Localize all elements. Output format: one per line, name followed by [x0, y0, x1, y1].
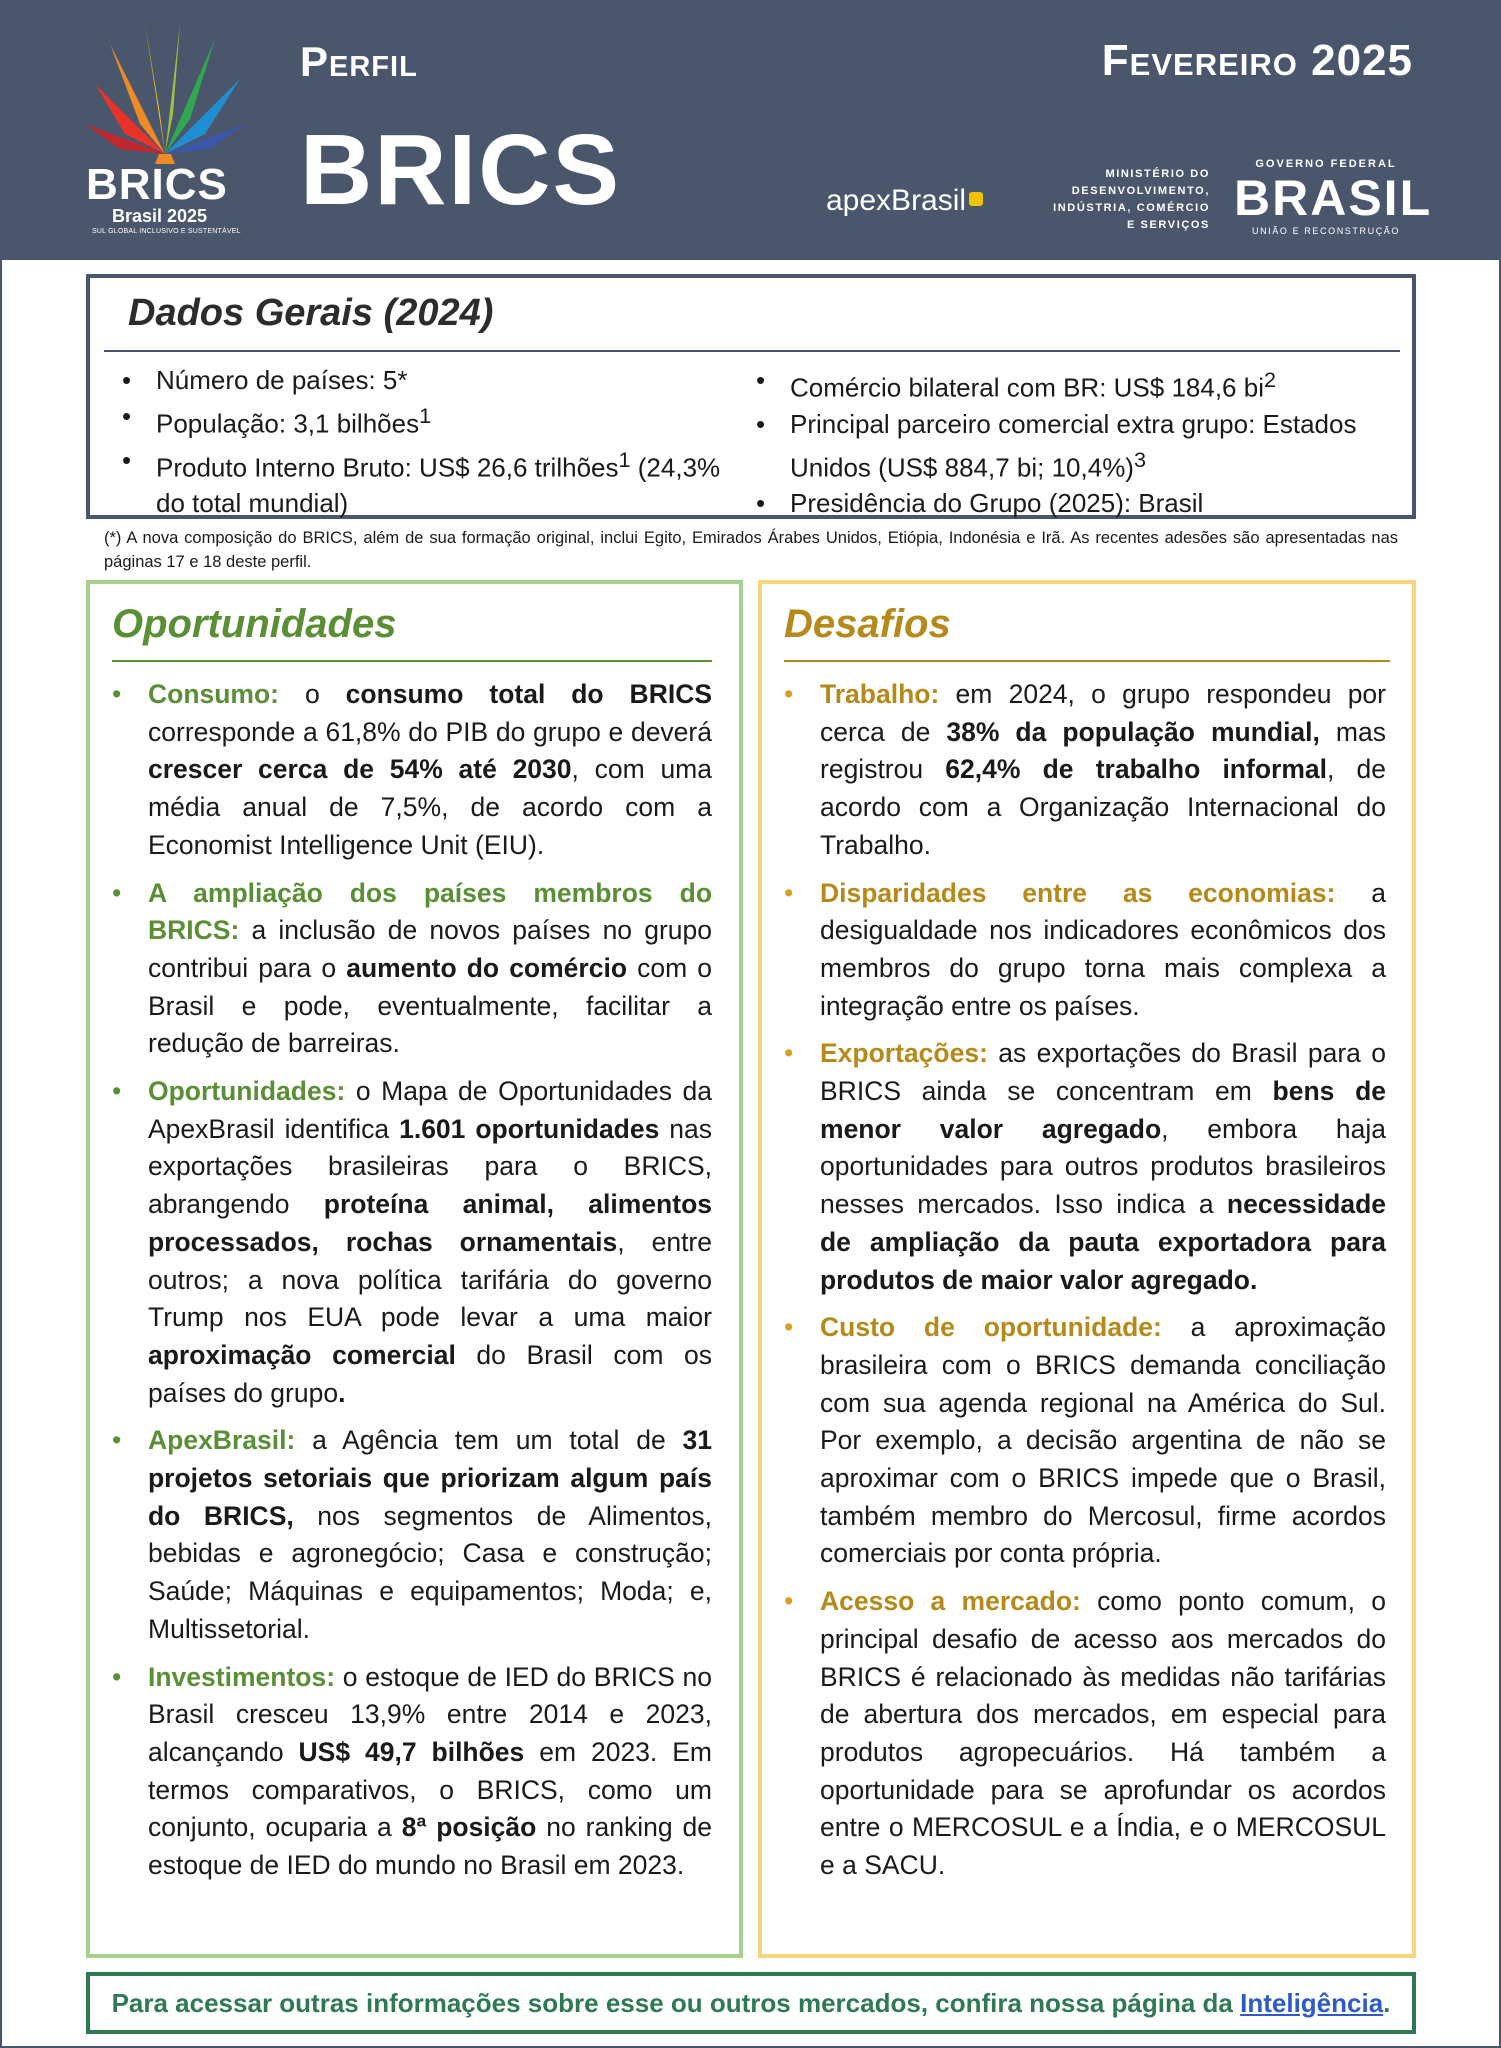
- item-lead: Exportações:: [820, 1038, 988, 1069]
- item-lead: Custo de oportunidade:: [820, 1312, 1162, 1343]
- dados-item: [118, 398, 738, 442]
- dados-item-text: Presidência do Grupo (2025): Brasil: [790, 488, 1204, 519]
- item-lead: Disparidades entre as economias:: [820, 877, 1336, 908]
- desafios-item: [782, 875, 1386, 1026]
- item-text: o: [279, 679, 346, 709]
- dados-item: [752, 406, 1392, 486]
- dados-item-text: Principal parceiro comercial extra grupo: Estados Unidos (US$ 884,7 bi; 10,4%): [790, 408, 1357, 483]
- item-emphasis: 31 projetos setoriais que priorizam algum país do BRICS,: [148, 1425, 712, 1531]
- footnote-ref: 1: [419, 403, 432, 428]
- oportunidades-list: [110, 676, 712, 1895]
- item-emphasis: bens de menor valor agregado: [820, 1076, 1386, 1144]
- item-emphasis: .: [338, 1377, 346, 1408]
- item-text: a inclusão de novos países no grupo contribui para o: [148, 915, 712, 983]
- desafios-item: [782, 1035, 1386, 1299]
- item-text: mas registrou: [820, 716, 1386, 785]
- dados-item: [118, 442, 738, 522]
- ministerio-line: INDÚSTRIA, COMÉRCIO: [1053, 202, 1210, 214]
- logo-tagline: SUL GLOBAL INCLUSIVO E SUSTENTÁVEL: [92, 228, 241, 235]
- logo-subtitle: Brasil 2025: [112, 206, 208, 226]
- item-emphasis: 62,4% de trabalho informal: [945, 754, 1327, 785]
- item-emphasis: US$ 49,7 bilhões: [298, 1736, 525, 1767]
- governo-top: GOVERNO FEDERAL: [1255, 158, 1397, 170]
- dados-gerais-left-list: [118, 362, 738, 521]
- dados-item-text: População: 3,1 bilhões: [156, 408, 420, 439]
- item-emphasis: 8ª posição: [401, 1812, 537, 1843]
- governo-brasil: BRASIL: [1234, 170, 1433, 226]
- desafios-divider: [784, 660, 1390, 662]
- item-emphasis: crescer cerca de 54% até 2030: [148, 754, 572, 785]
- footer-text: Para acessar outras informações sobre esse ou outros mercados, confira nossa página da: [111, 1988, 1241, 2018]
- item-emphasis: aumento do comércio: [346, 952, 628, 983]
- item-text: , entre outros; a nova política tarifária do governo Trump nos EUA pode levar a uma maior: [148, 1226, 712, 1333]
- governo-bottom: UNIÃO E RECONSTRUÇÃO: [1251, 226, 1400, 236]
- dados-gerais-title: Dados Gerais (2024): [128, 292, 494, 334]
- item-text: , com uma média anual de 7,5%, de acordo com a Economist Intelligence Unit (EIU).: [148, 754, 712, 860]
- header-banner: [0, 0, 1501, 260]
- item-text: a aproximação brasileira com o BRICS demanda conciliação com sua agenda regional na América do Sul. Por exemplo, a decisão argentina de não se aproximar com o BRICS impede que o Brasil, também membro do Mercosul, firme acordos comerciais por conta própria.: [820, 1312, 1386, 1569]
- apexbrasil-logo: [826, 184, 983, 218]
- footer-banner: [86, 1972, 1416, 2034]
- item-text: com o Brasil e pode, eventualmente, facilitar a redução de barreiras.: [148, 952, 713, 1059]
- item-emphasis: 1.601 oportunidades: [399, 1113, 660, 1144]
- logo-wordmark: BRICS: [86, 160, 228, 209]
- footnote-ref: 1: [618, 446, 631, 472]
- desafios-list: [782, 676, 1386, 1895]
- dados-item-text: Produto Interno Bruto: US$ 26,6 trilhões: [156, 452, 619, 483]
- item-text: em 2024, o grupo respondeu por cerca de: [820, 679, 1386, 747]
- dados-item: [752, 362, 1392, 406]
- item-text: o estoque de IED do BRICS no Brasil cresceu 13,9% entre 2014 e 2023, alcançando: [148, 1661, 712, 1767]
- item-lead: ApexBrasil:: [148, 1425, 296, 1456]
- item-text: em 2023. Em termos comparativos, o BRICS, como um conjunto, ocuparia a: [148, 1736, 712, 1843]
- oportunidades-divider: [112, 660, 712, 662]
- item-lead: Trabalho:: [820, 679, 940, 709]
- dados-item-text: Comércio bilateral com BR: US$ 184,6 bi: [790, 372, 1264, 403]
- ministerio-line: E SERVIÇOS: [1126, 219, 1210, 231]
- oportunidades-title: Oportunidades: [112, 602, 397, 646]
- item-lead: A ampliação dos países membros do BRICS:: [148, 877, 712, 946]
- dados-gerais-right-list: [752, 362, 1392, 521]
- dados-gerais-divider: [104, 350, 1400, 352]
- oportunidades-item: [110, 1659, 712, 1885]
- item-emphasis: necessidade de ampliação da pauta exportadora para produtos de maior valor agregado.: [820, 1189, 1386, 1295]
- item-lead: Consumo:: [148, 679, 280, 709]
- oportunidades-item: [110, 1073, 712, 1412]
- item-text: nos segmentos de Alimentos, bebidas e agronegócio; Casa e construção; Saúde; Máquinas e equipamentos; Moda; e, Multissetorial.: [148, 1500, 712, 1644]
- oportunidades-panel: [86, 580, 743, 1958]
- item-lead: Investimentos:: [148, 1661, 336, 1692]
- item-text: nas exportações brasileiras para o BRICS, abrangendo: [148, 1113, 713, 1220]
- item-emphasis: consumo total do BRICS: [345, 679, 713, 709]
- dados-item: [752, 485, 1392, 521]
- apexbrasil-mark-icon: [969, 192, 983, 206]
- item-text: a desigualdade nos indicadores econômicos dos membros do grupo torna mais complexa a integração entre os países.: [820, 877, 1386, 1021]
- document-kind: Perfil: [300, 38, 418, 85]
- governo-federal-logo: [1234, 158, 1433, 236]
- item-lead: Acesso a mercado:: [820, 1586, 1081, 1617]
- item-emphasis: proteína animal, alimentos processados, rochas ornamentais: [148, 1189, 712, 1257]
- composition-note: (*) A nova composição do BRICS, além de sua formação original, inclui Egito, Emirados Árabes Unidos, Etiópia, Indonésia e Irã. As recentes adesões são apresentadas nas páginas 17 e 18 deste perfil.: [104, 529, 1398, 571]
- desafios-panel: [758, 580, 1416, 1958]
- item-text: a Agência tem um total de: [295, 1425, 683, 1456]
- apexbrasil-wordmark: apexBrasil: [826, 184, 967, 217]
- ministerio-line: MINISTÉRIO DO: [1105, 168, 1210, 180]
- oportunidades-item: [110, 676, 712, 865]
- desafios-title: Desafios: [784, 602, 951, 646]
- dados-item: [118, 362, 738, 398]
- footnote-ref: 3: [1133, 446, 1147, 472]
- item-text: como ponto comum, o principal desafio de acesso aos mercados do BRICS é relacionado às medidas não tarifárias de abertura dos mercados, em especial para produtos agropecuários. Há também a oportunidade para se aprofundar os acordos entre o MERCOSUL e a Índia, e o MERCOSUL e a SACU.: [820, 1586, 1387, 1881]
- item-text: corresponde a 61,8% do PIB do grupo e deverá: [148, 716, 712, 747]
- item-text: , de acordo com a Organização Internacional do Trabalho.: [820, 754, 1387, 860]
- oportunidades-item: [110, 875, 712, 1064]
- dados-item-text: Número de países: 5*: [156, 365, 408, 395]
- ministerio-logo: [1020, 166, 1210, 234]
- footnote-ref: 2: [1263, 367, 1277, 392]
- desafios-item: [782, 1583, 1386, 1885]
- item-emphasis: aproximação comercial: [148, 1339, 456, 1370]
- desafios-item: [782, 1309, 1386, 1573]
- dados-item-text: (24,3% do total mundial): [156, 452, 721, 519]
- inteligencia-link[interactable]: Inteligência: [1240, 1988, 1384, 2018]
- dados-gerais-box: [86, 274, 1416, 519]
- item-emphasis: 38% da população mundial,: [946, 716, 1320, 747]
- item-text: , embora haja oportunidades para outros produtos brasileiros nesses mercados. Isso indica a: [820, 1113, 1386, 1220]
- footer-end: .: [1383, 1988, 1391, 2018]
- desafios-item: [782, 676, 1386, 865]
- item-text: as exportações do Brasil para o BRICS ainda se concentram em: [820, 1038, 1386, 1107]
- item-text: o Mapa de Oportunidades da ApexBrasil identifica: [148, 1076, 712, 1144]
- page-title: BRICS: [300, 114, 622, 226]
- oportunidades-item: [110, 1422, 712, 1648]
- item-text: no ranking de estoque de IED do mundo no Brasil em 2023.: [148, 1812, 712, 1881]
- item-text: do Brasil com os países do grupo: [148, 1339, 712, 1408]
- item-lead: Oportunidades:: [148, 1076, 346, 1107]
- document-date: Fevereiro 2025: [1101, 36, 1413, 85]
- ministerio-line: DESENVOLVIMENTO,: [1071, 185, 1210, 197]
